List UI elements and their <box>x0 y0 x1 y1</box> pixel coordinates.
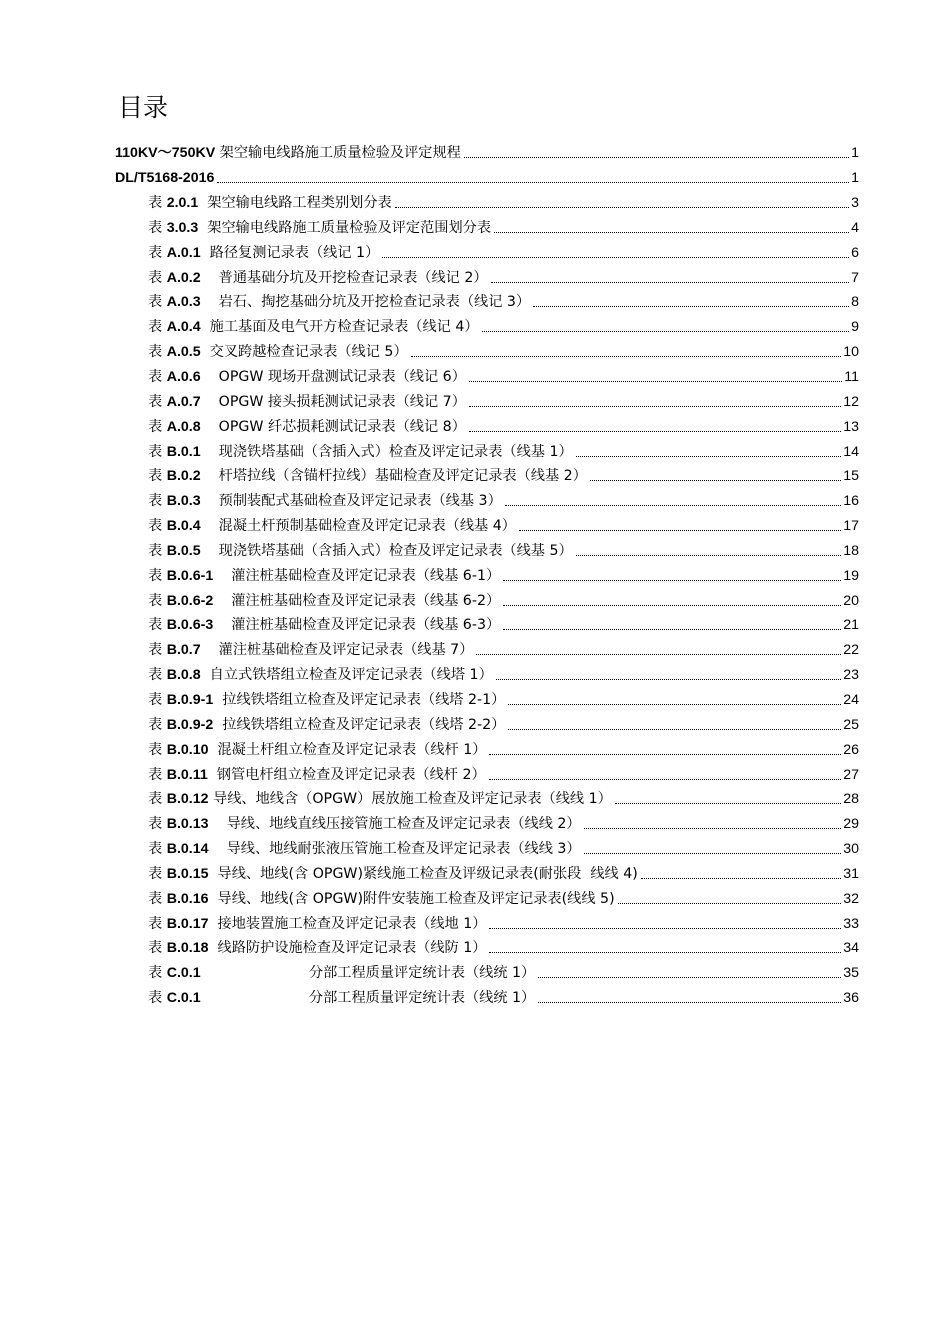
toc-entry-code: B.0.11 <box>166 766 208 783</box>
toc-entry-label <box>148 963 535 983</box>
toc-entry[interactable] <box>0 365 859 390</box>
toc-entry-prefix: 表 <box>148 294 167 311</box>
toc-page-number: 18 <box>843 542 859 559</box>
toc-dot-leader <box>496 665 841 685</box>
toc-entry-prefix: 表 <box>148 319 167 336</box>
toc-page-number: 20 <box>843 592 859 609</box>
toc-entry-prefix: 表 <box>148 841 167 858</box>
toc-entry-code: 110KV～750KV <box>115 145 216 162</box>
toc-entry[interactable] <box>0 389 859 414</box>
toc-page-number: 6 <box>851 244 859 261</box>
toc-entry-prefix: 表 <box>148 741 167 758</box>
toc-entry[interactable] <box>0 787 859 812</box>
toc-page-number: 19 <box>843 567 859 584</box>
toc-entry-code: A.0.4 <box>166 319 201 336</box>
toc-entry-prefix: 表 <box>148 344 167 361</box>
toc-entry-gap <box>209 891 218 907</box>
toc-entry-label <box>148 789 612 809</box>
toc-entry-title: OPGW 接头损耗测试记录表（线记 7） <box>218 393 466 410</box>
toc-dot-leader <box>508 715 841 735</box>
toc-entry-label <box>148 914 486 934</box>
toc-entry-prefix: 表 <box>148 418 167 435</box>
toc-entry-gap <box>201 294 219 310</box>
toc-entry-gap <box>213 617 231 633</box>
toc-entry-code: A.0.2 <box>166 269 201 286</box>
toc-entry-title: 分部工程质量评定统计表（线统 1） <box>308 990 536 1007</box>
toc-entry[interactable] <box>0 638 859 663</box>
toc-entry-prefix: 表 <box>148 965 167 982</box>
toc-entry-prefix: 表 <box>148 667 167 684</box>
toc-entry-prefix: 表 <box>148 443 167 460</box>
toc-entry[interactable] <box>0 688 859 713</box>
toc-dot-leader <box>538 988 841 1008</box>
toc-entry-gap <box>213 717 222 733</box>
toc-entry-title: 混凝土杆预制基础检查及评定记录表（线基 4） <box>218 518 516 535</box>
toc-entry[interactable] <box>0 837 859 862</box>
toc-page-number: 26 <box>843 741 859 758</box>
toc-entry[interactable] <box>0 315 859 340</box>
toc-entry[interactable] <box>0 414 859 439</box>
toc-page-number: 4 <box>851 219 859 236</box>
toc-dot-leader <box>505 491 841 511</box>
toc-entry-code: B.0.17 <box>166 915 209 932</box>
toc-entry-code: B.0.8 <box>166 667 201 684</box>
toc-entry-code: B.0.12 <box>166 791 209 808</box>
toc-entry-code: B.0.2 <box>166 468 201 485</box>
toc-page-number: 28 <box>843 791 859 808</box>
toc-entry-prefix: 表 <box>148 691 167 708</box>
toc-dot-leader <box>618 889 842 909</box>
toc-dot-leader <box>503 615 841 635</box>
toc-page-number: 33 <box>843 915 859 932</box>
toc-list <box>0 141 950 1011</box>
toc-entry-title: 预制装配式基础检查及评定记录表（线基 3） <box>218 493 502 510</box>
toc-entry[interactable] <box>0 712 859 737</box>
toc-entry-label <box>148 292 530 312</box>
toc-dot-leader <box>491 268 849 288</box>
toc-entry[interactable] <box>0 762 859 787</box>
toc-entry-label <box>148 491 502 511</box>
toc-entry-gap <box>201 394 219 410</box>
toc-entry-title: 架空输电线路工程类别划分表 <box>207 195 392 212</box>
toc-entry[interactable] <box>0 961 859 986</box>
toc-dot-leader <box>489 765 842 785</box>
toc-entry-gap <box>201 444 219 460</box>
toc-dot-leader <box>503 591 841 611</box>
toc-entry[interactable] <box>0 737 859 762</box>
toc-entry-code: B.0.5 <box>166 542 201 559</box>
toc-dot-leader <box>615 789 841 809</box>
toc-entry-gap <box>201 245 210 261</box>
toc-entry-code: A.0.6 <box>166 369 201 386</box>
toc-entry[interactable] <box>0 563 859 588</box>
toc-entry-gap <box>201 543 219 559</box>
toc-entry-prefix: 表 <box>148 791 167 808</box>
toc-entry-gap <box>201 493 219 509</box>
toc-entry-code: B.0.4 <box>166 518 201 535</box>
toc-entry-title: 混凝土杆组立检查及评定记录表（线杆 1） <box>217 741 487 758</box>
toc-entry-title: 交叉跨越检查记录表（线记 5） <box>209 344 408 361</box>
toc-entry-code: B.0.9-2 <box>166 716 214 733</box>
toc-entry-code: B.0.15 <box>166 865 209 882</box>
toc-entry-gap <box>209 841 227 857</box>
toc-entry-gap <box>201 344 210 360</box>
toc-entry-code: A.0.7 <box>166 393 201 410</box>
toc-entry[interactable] <box>0 539 859 564</box>
toc-entry-code: B.0.6-3 <box>166 617 214 634</box>
toc-entry-prefix: 表 <box>148 716 167 733</box>
toc-entry-gap <box>213 593 231 609</box>
toc-entry-title: 灌注桩基础检查及评定记录表（线基 6-2） <box>231 592 501 609</box>
toc-entry-label <box>148 442 573 462</box>
toc-entry-code: B.0.16 <box>166 890 209 907</box>
toc-entry-gap <box>201 965 309 981</box>
toc-entry-title: 导线、地线含（OPGW）展放施工检查及评定记录表（线线 1） <box>213 791 612 808</box>
toc-entry-label <box>148 640 473 660</box>
toc-entry-gap <box>213 568 231 584</box>
toc-entry-title: 杆塔拉线（含锚杆拉线）基础检查及评定记录表（线基 2） <box>218 468 587 485</box>
toc-dot-leader <box>469 417 841 437</box>
toc-entry-gap <box>198 220 207 236</box>
toc-dot-leader <box>217 168 849 188</box>
toc-entry[interactable] <box>0 290 859 315</box>
toc-entry[interactable] <box>0 191 859 216</box>
toc-entry-label <box>148 715 505 735</box>
toc-entry-label <box>148 988 535 1008</box>
toc-entry-gap <box>213 692 222 708</box>
toc-entry-label <box>148 591 500 611</box>
toc-entry-title: 灌注桩基础检查及评定记录表（线基 6-1） <box>231 567 501 584</box>
toc-page-number: 11 <box>844 369 859 386</box>
toc-page-number: 15 <box>843 468 859 485</box>
toc-entry-label <box>148 938 486 958</box>
toc-entry-title: 钢管电杆组立检查及评定记录表（线杆 2） <box>216 766 486 783</box>
toc-dot-leader <box>469 367 842 387</box>
toc-title: 目录 <box>118 93 169 122</box>
toc-entry-title: 现浇铁塔基础（含插入式）检查及评定记录表（线基 1） <box>218 443 573 460</box>
toc-dot-leader <box>590 466 841 486</box>
toc-entry-title: 拉线铁塔组立检查及评定记录表（线塔 2-2） <box>222 716 506 733</box>
toc-entry-gap <box>201 270 219 286</box>
toc-dot-leader <box>533 292 849 312</box>
toc-dot-leader <box>395 193 849 213</box>
toc-entry-label <box>148 342 408 362</box>
toc-dot-leader <box>519 516 841 536</box>
toc-dot-leader <box>576 541 842 561</box>
toc-entry-code: A.0.3 <box>166 294 201 311</box>
toc-entry[interactable] <box>0 812 859 837</box>
toc-page-number: 30 <box>843 841 859 858</box>
toc-entry-gap <box>209 866 218 882</box>
toc-entry-title: 导线、地线(含 OPGW)紧线施工检查及评级记录表(耐张段 线线 4) <box>217 865 638 882</box>
toc-entry-prefix: 表 <box>148 816 167 833</box>
toc-entry[interactable] <box>0 613 859 638</box>
toc-entry[interactable] <box>0 340 859 365</box>
toc-entry-label <box>148 541 573 561</box>
toc-entry-label <box>148 193 392 213</box>
toc-entry-prefix: 表 <box>148 990 167 1007</box>
toc-entry-prefix: 表 <box>148 940 167 957</box>
toc-entry-prefix: 表 <box>148 766 167 783</box>
toc-entry-gap <box>209 916 218 932</box>
toc-entry-gap <box>201 319 210 335</box>
toc-entry-label <box>148 665 493 685</box>
toc-entry-title: 现浇铁塔基础（含插入式）检查及评定记录表（线基 5） <box>218 542 573 559</box>
toc-entry[interactable] <box>0 141 859 166</box>
toc-entry[interactable] <box>0 489 859 514</box>
toc-entry-prefix: 表 <box>148 865 167 882</box>
toc-page-number: 29 <box>843 816 859 833</box>
toc-entry[interactable] <box>0 936 859 961</box>
toc-page-number: 27 <box>843 766 859 783</box>
toc-entry-label <box>148 889 615 909</box>
toc-entry-prefix: 表 <box>148 642 167 659</box>
toc-entry-label <box>148 417 466 437</box>
toc-entry-code: 2.0.1 <box>166 195 199 212</box>
toc-entry-code: 3.0.3 <box>166 219 199 236</box>
toc-page-number: 35 <box>843 965 859 982</box>
toc-entry[interactable] <box>0 166 859 191</box>
toc-entry-title: 自立式铁塔组立检查及评定记录表（线塔 1） <box>209 667 493 684</box>
toc-entry[interactable] <box>0 514 859 539</box>
toc-entry-title: 导线、地线(含 OPGW)附件安装施工检查及评定记录表(线线 5) <box>217 890 615 907</box>
toc-entry[interactable] <box>0 439 859 464</box>
toc-page-number: 23 <box>843 667 859 684</box>
toc-page-number: 22 <box>843 642 859 659</box>
toc-entry-title: 施工基面及电气开方检查记录表（线记 4） <box>209 319 479 336</box>
toc-page-number: 13 <box>843 418 859 435</box>
toc-entry-gap <box>209 816 227 832</box>
toc-entry-title: 接地装置施工检查及评定记录表（线地 1） <box>217 915 487 932</box>
toc-dot-leader <box>489 740 841 760</box>
toc-entry[interactable] <box>0 861 859 886</box>
toc-entry-prefix: 表 <box>148 542 167 559</box>
toc-entry-code: A.0.1 <box>166 244 201 261</box>
toc-entry-code: B.0.13 <box>166 816 209 833</box>
toc-entry-prefix: 表 <box>148 915 167 932</box>
toc-entry-code: B.0.1 <box>166 443 201 460</box>
toc-entry-prefix: 表 <box>148 567 167 584</box>
toc-entry-prefix: 表 <box>148 269 167 286</box>
toc-entry-prefix: 表 <box>148 219 167 236</box>
toc-page-number: 7 <box>851 269 859 286</box>
toc-entry-prefix: 表 <box>148 518 167 535</box>
toc-entry-code: C.0.1 <box>166 990 201 1007</box>
toc-dot-leader <box>584 839 842 859</box>
toc-entry-code: B.0.7 <box>166 642 201 659</box>
toc-entry-label <box>148 839 581 859</box>
toc-entry-prefix: 表 <box>148 244 167 261</box>
toc-entry-label <box>148 268 488 288</box>
toc-entry-title: 路径复测记录表（线记 1） <box>209 244 380 261</box>
toc-dot-leader <box>489 914 841 934</box>
toc-entry-title: OPGW 纤芯损耗测试记录表（线记 8） <box>218 418 466 435</box>
toc-page-number: 3 <box>851 195 859 212</box>
toc-entry-prefix: 表 <box>148 493 167 510</box>
toc-entry-code: B.0.18 <box>166 940 209 957</box>
toc-page-number: 36 <box>843 990 859 1007</box>
toc-dot-leader <box>464 143 849 163</box>
toc-page-number: 25 <box>843 716 859 733</box>
toc-page-number: 21 <box>843 617 859 634</box>
toc-entry-prefix: 表 <box>148 195 167 212</box>
toc-entry-label <box>115 168 214 188</box>
toc-entry-gap <box>209 742 218 758</box>
toc-entry-title: 线路防护设施检查及评定记录表（线防 1） <box>217 940 487 957</box>
toc-entry-label <box>148 367 466 387</box>
toc-entry-gap <box>201 419 219 435</box>
toc-entry-prefix: 表 <box>148 890 167 907</box>
toc-dot-leader <box>411 342 842 362</box>
toc-entry-label <box>148 864 638 884</box>
toc-page-number: 31 <box>843 865 859 882</box>
toc-entry-code: A.0.5 <box>166 344 201 361</box>
toc-entry-code: C.0.1 <box>166 965 201 982</box>
toc-entry-label <box>148 516 516 536</box>
toc-entry-prefix: 表 <box>148 592 167 609</box>
toc-entry[interactable] <box>0 886 859 911</box>
toc-entry-prefix: 表 <box>148 369 167 386</box>
toc-entry[interactable] <box>0 663 859 688</box>
toc-entry-gap <box>201 518 219 534</box>
toc-entry-title: 岩石、掏挖基础分坑及开挖检查记录表（线记 3） <box>218 294 531 311</box>
toc-page-number: 12 <box>843 393 859 410</box>
toc-dot-leader <box>508 690 841 710</box>
toc-page-number: 10 <box>843 344 859 361</box>
toc-entry-label <box>115 143 461 163</box>
toc-dot-leader <box>584 814 842 834</box>
toc-entry[interactable] <box>0 986 859 1011</box>
toc-entry-code: A.0.8 <box>166 418 201 435</box>
toc-entry-title: 灌注桩基础检查及评定记录表（线基 6-3） <box>231 617 501 634</box>
toc-dot-leader <box>382 243 849 263</box>
toc-page-number: 1 <box>851 170 859 187</box>
toc-entry-label <box>148 765 486 785</box>
toc-entry-gap <box>201 468 219 484</box>
toc-dot-leader <box>489 938 841 958</box>
toc-entry-code: B.0.14 <box>166 841 209 858</box>
toc-entry[interactable] <box>0 464 859 489</box>
toc-entry-title: 普通基础分坑及开挖检查记录表（线记 2） <box>218 269 488 286</box>
toc-entry-gap <box>201 667 210 683</box>
toc-entry-title: 架空输电线路施工质量检验及评定规程 <box>215 145 461 162</box>
toc-entry-label <box>148 566 500 586</box>
toc-entry-label <box>148 218 491 238</box>
toc-entry-title: 导线、地线耐张液压管施工检查及评定记录表（线线 3） <box>226 841 581 858</box>
toc-page-number: 9 <box>851 319 859 336</box>
toc-page-number: 17 <box>843 518 859 535</box>
toc-entry-prefix: 表 <box>148 617 167 634</box>
toc-page-number: 16 <box>843 493 859 510</box>
toc-page-number: 32 <box>843 890 859 907</box>
toc-dot-leader <box>576 442 842 462</box>
toc-entry-label <box>148 814 581 834</box>
toc-entry-gap <box>201 990 309 1006</box>
toc-entry-label <box>148 466 587 486</box>
toc-dot-leader <box>641 864 841 884</box>
toc-entry-gap <box>209 940 218 956</box>
toc-entry-label <box>148 317 479 337</box>
toc-entry-title: 分部工程质量评定统计表（线统 1） <box>308 965 536 982</box>
toc-entry-code: B.0.6-2 <box>166 592 214 609</box>
toc-entry-label <box>148 392 466 412</box>
toc-entry-code: B.0.9-1 <box>166 691 214 708</box>
toc-entry-title: OPGW 现场开盘测试记录表（线记 6） <box>218 369 466 386</box>
toc-entry-prefix: 表 <box>148 393 167 410</box>
toc-entry-label <box>148 690 505 710</box>
toc-entry-gap <box>201 642 219 658</box>
toc-entry-title: 灌注桩基础检查及评定记录表（线基 7） <box>218 642 474 659</box>
toc-entry[interactable] <box>0 240 859 265</box>
toc-entry[interactable] <box>0 216 859 241</box>
toc-entry-code: B.0.10 <box>166 741 209 758</box>
toc-entry[interactable] <box>0 911 859 936</box>
toc-entry-gap <box>198 195 207 211</box>
toc-page-number: 24 <box>843 691 859 708</box>
toc-dot-leader <box>469 392 841 412</box>
toc-dot-leader <box>482 317 849 337</box>
toc-entry-prefix: 表 <box>148 468 167 485</box>
toc-entry-code: DL/T5168-2016 <box>115 170 215 187</box>
toc-entry-title: 架空输电线路施工质量检验及评定范围划分表 <box>207 219 492 236</box>
toc-entry-title: 拉线铁塔组立检查及评定记录表（线塔 2-1） <box>222 691 506 708</box>
toc-entry-gap <box>208 767 217 783</box>
toc-entry-label <box>148 243 379 263</box>
toc-dot-leader <box>476 640 841 660</box>
toc-dot-leader <box>494 218 849 238</box>
toc-entry-code: B.0.3 <box>166 493 201 510</box>
toc-entry[interactable] <box>0 265 859 290</box>
toc-entry-label <box>148 740 486 760</box>
toc-dot-leader <box>538 963 841 983</box>
toc-entry[interactable] <box>0 588 859 613</box>
toc-page-number: 1 <box>851 145 859 162</box>
toc-dot-leader <box>503 566 841 586</box>
toc-page-number: 14 <box>843 443 859 460</box>
toc-page-number: 34 <box>843 940 859 957</box>
toc-entry-title: 导线、地线直线压接管施工检查及评定记录表（线线 2） <box>226 816 581 833</box>
toc-entry-code: B.0.6-1 <box>166 567 214 584</box>
toc-page-number: 8 <box>851 294 859 311</box>
toc-entry-label <box>148 615 500 635</box>
toc-entry-gap <box>201 369 219 385</box>
